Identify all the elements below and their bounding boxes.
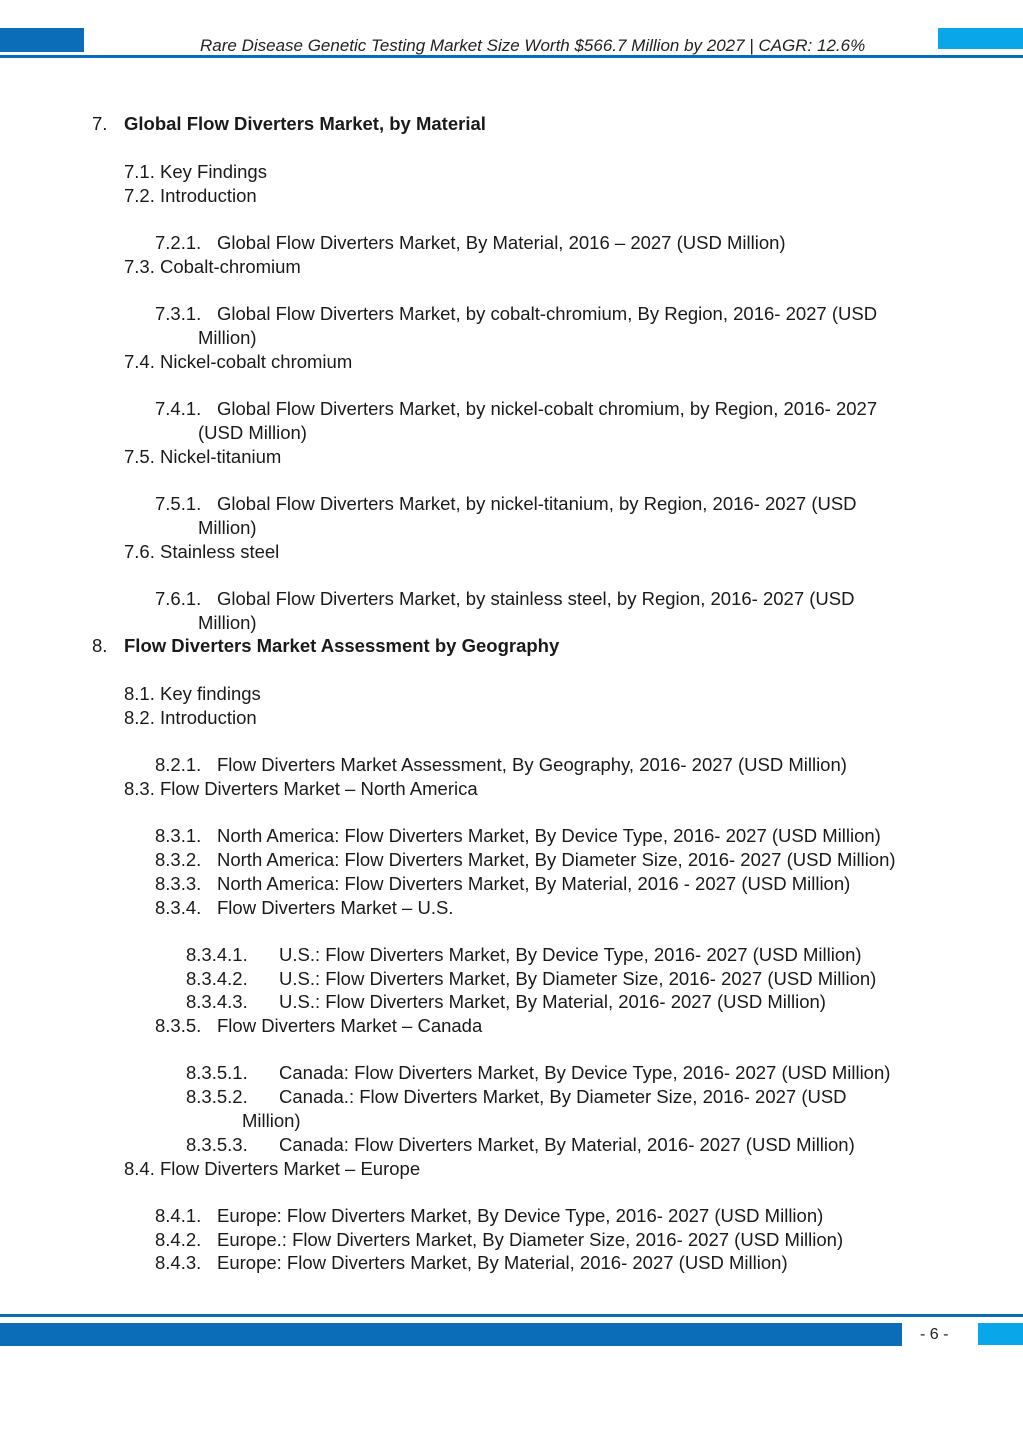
toc-entry-8-2: 8.2. Introduction bbox=[124, 707, 257, 728]
toc-entry-7-1: 7.1. Key Findings bbox=[124, 161, 267, 182]
toc-entry-7-4: 7.4. Nickel-cobalt chromium bbox=[124, 351, 353, 372]
toc-number: 8.3.3. bbox=[155, 873, 202, 894]
toc-text: U.S.: Flow Diverters Market, By Material, 2016- 2027 (USD Million) bbox=[279, 991, 826, 1012]
footer-bar bbox=[0, 1323, 902, 1346]
toc-entry-8-1: 8.1. Key findings bbox=[124, 683, 261, 704]
toc-text: Europe.: Flow Diverters Market, By Diameter Size, 2016- 2027 (USD Million) bbox=[217, 1229, 844, 1250]
page-number: - 6 - bbox=[920, 1326, 949, 1343]
toc-text: Canada.: Flow Diverters Market, By Diameter Size, 2016- 2027 (USD bbox=[279, 1086, 847, 1107]
toc-text: Canada: Flow Diverters Market, By Material, 2016- 2027 (USD Million) bbox=[279, 1134, 855, 1155]
toc-text: North America: Flow Diverters Market, By Material, 2016 - 2027 (USD Million) bbox=[217, 873, 851, 894]
toc-text: Flow Diverters Market – Canada bbox=[217, 1015, 483, 1036]
toc-text: U.S.: Flow Diverters Market, By Device Type, 2016- 2027 (USD Million) bbox=[279, 944, 862, 965]
header-title: Rare Disease Genetic Testing Market Size Worth $566.7 Million by 2027 | CAGR: 12.6% bbox=[200, 36, 866, 55]
toc-text-wrap: Million) bbox=[198, 517, 257, 538]
toc-entry-8-3: 8.3. Flow Diverters Market – North America bbox=[124, 778, 478, 799]
toc-text: U.S.: Flow Diverters Market, By Diameter Size, 2016- 2027 (USD Million) bbox=[279, 968, 877, 989]
toc-text: Europe: Flow Diverters Market, By Device Type, 2016- 2027 (USD Million) bbox=[217, 1205, 824, 1226]
toc-number: 8.3.4.1. bbox=[186, 944, 248, 965]
toc-entry-8-4: 8.4. Flow Diverters Market – Europe bbox=[124, 1158, 421, 1179]
toc-text-wrap: (USD Million) bbox=[198, 422, 307, 443]
toc-entry-7-6: 7.6. Stainless steel bbox=[124, 541, 280, 562]
toc-number: 8.4.3. bbox=[155, 1252, 202, 1273]
toc-text-wrap: Million) bbox=[242, 1110, 301, 1131]
toc-number: 8.3.1. bbox=[155, 825, 202, 846]
toc-number: 8.3.4.2. bbox=[186, 968, 248, 989]
toc-number: 8. bbox=[92, 635, 108, 656]
toc-text: North America: Flow Diverters Market, By Device Type, 2016- 2027 (USD Million) bbox=[217, 825, 881, 846]
toc-text: North America: Flow Diverters Market, By Diameter Size, 2016- 2027 (USD Million) bbox=[217, 849, 896, 870]
header-accent-right bbox=[938, 28, 1023, 49]
toc-entry-7-3: 7.3. Cobalt-chromium bbox=[124, 256, 301, 277]
header-accent-left bbox=[0, 28, 84, 52]
toc-number: 7.6.1. bbox=[155, 588, 202, 609]
toc-number: 7. bbox=[92, 113, 108, 134]
toc-number: 7.5.1. bbox=[155, 493, 202, 514]
toc-number: 8.3.5. bbox=[155, 1015, 202, 1036]
footer-rule bbox=[0, 1314, 1023, 1317]
toc-heading: Global Flow Diverters Market, by Material bbox=[124, 113, 486, 134]
toc-text: Canada: Flow Diverters Market, By Device Type, 2016- 2027 (USD Million) bbox=[279, 1062, 891, 1083]
toc-text: Global Flow Diverters Market, by nickel-titanium, by Region, 2016- 2027 (USD bbox=[217, 493, 857, 514]
toc-number: 8.2.1. bbox=[155, 754, 202, 775]
toc-text: Global Flow Diverters Market, by cobalt-chromium, By Region, 2016- 2027 (USD bbox=[217, 303, 878, 324]
toc-number: 8.3.4. bbox=[155, 897, 202, 918]
toc-text-wrap: Million) bbox=[198, 612, 257, 633]
toc-number: 8.3.5.1. bbox=[186, 1062, 248, 1083]
toc-number: 8.3.2. bbox=[155, 849, 202, 870]
toc-text-wrap: Million) bbox=[198, 327, 257, 348]
toc-text: Flow Diverters Market – U.S. bbox=[217, 897, 454, 918]
toc-number: 8.3.5.2. bbox=[186, 1086, 248, 1107]
toc-number: 7.3.1. bbox=[155, 303, 202, 324]
toc-text: Global Flow Diverters Market, by nickel-cobalt chromium, by Region, 2016- 2027 bbox=[217, 398, 878, 419]
header-rule bbox=[0, 55, 1023, 58]
toc-text: Global Flow Diverters Market, By Material, 2016 – 2027 (USD Million) bbox=[217, 232, 786, 253]
toc-text: Flow Diverters Market Assessment, By Geography, 2016- 2027 (USD Million) bbox=[217, 754, 847, 775]
toc-text: Europe: Flow Diverters Market, By Material, 2016- 2027 (USD Million) bbox=[217, 1252, 788, 1273]
toc-number: 7.2.1. bbox=[155, 232, 202, 253]
toc-number: 8.3.5.3. bbox=[186, 1134, 248, 1155]
toc-text: Global Flow Diverters Market, by stainless steel, by Region, 2016- 2027 (USD bbox=[217, 588, 855, 609]
toc-number: 8.3.4.3. bbox=[186, 991, 248, 1012]
toc-number: 8.4.2. bbox=[155, 1229, 202, 1250]
toc-number: 8.4.1. bbox=[155, 1205, 202, 1226]
toc-entry-7-5: 7.5. Nickel-titanium bbox=[124, 446, 282, 467]
toc-entry-7-2: 7.2. Introduction bbox=[124, 185, 257, 206]
footer-accent-right bbox=[978, 1323, 1023, 1345]
toc-heading: Flow Diverters Market Assessment by Geography bbox=[124, 635, 560, 656]
toc-number: 7.4.1. bbox=[155, 398, 202, 419]
